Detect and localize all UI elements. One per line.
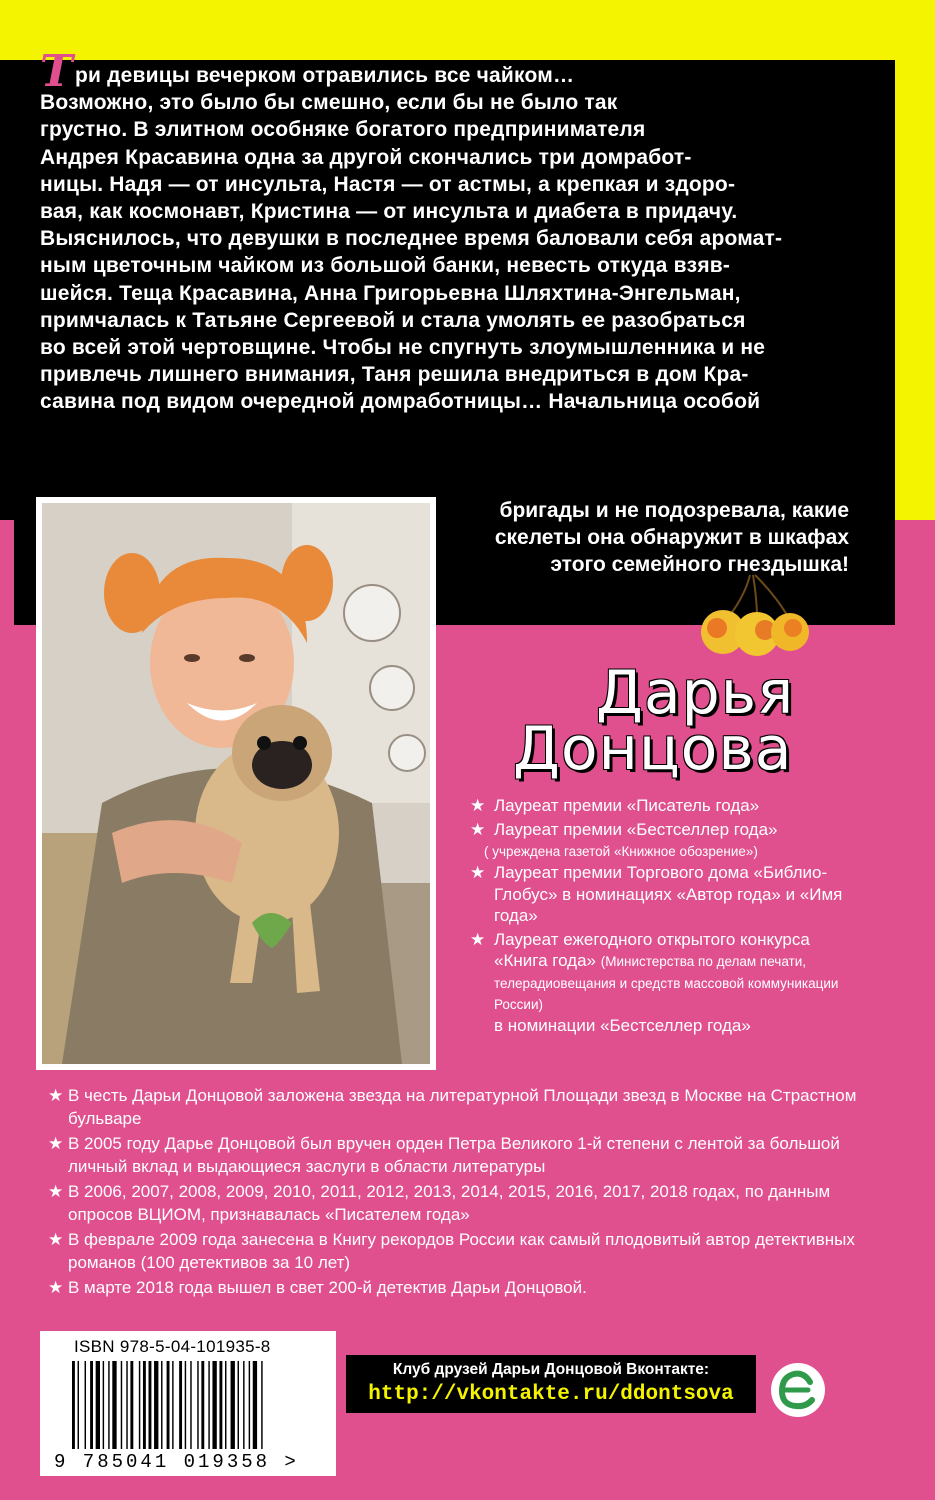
blurb-line: скелеты она обнаружит в шкафах [494,526,849,550]
fact-item: ★ В 2005 году Дарье Донцовой был вручен орден Петра Великого 1-й степени с лентой за большой личный вклад и выдающиеся заслуги в области литературы [48,1134,840,1176]
author-photo [36,497,436,1070]
barcode-bar [103,1361,104,1449]
blurb-line: этого семейного гнездышка! [550,553,849,577]
barcode-bar [108,1361,109,1449]
barcode-bar [90,1361,93,1449]
barcode-bar [208,1361,209,1449]
star-icon: ★ [48,1230,64,1249]
pink-strip [0,520,14,625]
blurb-line: савина под видом очередной домработницы… Начальница особой [40,390,761,414]
barcode-bar [172,1361,173,1449]
award-tail: в номинации «Бестселлер года» [494,1015,751,1035]
barcode-bar [161,1361,162,1449]
award-item: ★ Лауреат ежегодного открытого конкурса «Книга года» (Министерства по делам печати, телерадиовещания и средств массовой коммуникации России) в номинации «Бестселлер года» [470,929,850,1037]
barcode-bar [149,1361,152,1449]
publisher-logo-icon [768,1360,828,1420]
barcode-bar [219,1361,222,1449]
award-item: ★ Лауреат премии «Бестселлер года» [470,819,778,839]
author-name [513,658,795,784]
barcode-bar [243,1361,244,1449]
fact-item: ★ В марте 2018 года вышел в свет 200-й детектив Дарьи Донцовой. [48,1277,878,1300]
barcode-bar [190,1361,191,1449]
star-icon: ★ [470,929,486,949]
star-icon: ★ [48,1134,64,1153]
barcode-bar [197,1361,198,1449]
author-last-name: Донцова [513,714,793,784]
blurb-tail [489,497,849,579]
barcode-bar [201,1361,204,1449]
barcode-bar [143,1361,146,1449]
blurb-line: ницы. Надя — от инсульта, Настя — от астмы, а крепкая и здоро- [40,172,736,196]
barcode-bar [78,1361,79,1449]
star-icon: ★ [48,1086,64,1105]
barcode-icon [72,1361,322,1453]
star-icon: ★ [48,1182,64,1201]
author-photo-illustration [42,503,430,1064]
fact-item: ★ В честь Дарьи Донцовой заложена звезда на литературной Площади звезд в Москве на Страстном бульваре [48,1086,857,1128]
blurb-line: вая, как космонавт, Кристина — от инсульта и диабета в придачу. [40,200,738,224]
dropcap: Т [40,46,73,97]
blurb-line: Возможно, это было бы смешно, если бы не было так [40,91,618,115]
club-title: Клуб друзей Дарьи Донцовой Вконтакте: [392,1361,710,1378]
apples-decoration [695,570,810,660]
barcode-bar [96,1361,100,1449]
barcode-bar [72,1361,75,1449]
blurb-line: привлечь лишнего внимания, Таня решила внедриться в дом Кра- [40,363,749,387]
facts-list [48,1085,878,1303]
award-note: ( учреждена газетой «Книжное обозрение») [484,844,758,859]
blurb-line: примчалась к Татьяне Сергеевой и стала умолять ее разобраться [40,308,746,332]
blurb-text [40,46,862,416]
blurb-line: ри девицы вечерком отравились все чайком… [74,64,575,87]
star-icon: ★ [470,819,486,839]
blurb-line: бригады и не подозревала, какие [499,499,849,522]
barcode-bar [139,1361,140,1449]
barcode-bar [167,1361,170,1449]
star-icon: ★ [48,1278,64,1297]
author-first-name: Дарья [596,658,795,728]
fact-item: ★ В 2006, 2007, 2008, 2009, 2010, 2011, 2012, 2013, 2014, 2015, 2016, 2017, 2018 годах, по данным опросов ВЦИОМ, признавалась «Писателем года» [48,1182,831,1224]
isbn: ISBN 978-5-04-101935-8 [74,1337,271,1356]
blurb-line: Андрея Красавина одна за другой скончались три домработ- [40,145,692,169]
barcode-bar [112,1361,116,1449]
barcode-bar [231,1361,235,1449]
barcode-bar [249,1361,250,1449]
barcode-bar [238,1361,239,1449]
barcode-box [40,1331,336,1476]
club-url[interactable]: http://vkontakte.ru/ddontsova [368,1383,734,1406]
barcode-bar [154,1361,158,1449]
barcode-bar [261,1361,262,1449]
blurb-line: Выяснилось, что девушки в последнее время баловали себя аромат- [40,227,783,251]
barcode-bar [85,1361,86,1449]
barcode-bar [179,1361,182,1449]
blurb-line: во всей этой чертовщине. Чтобы не спугнуть злоумышленника и не [40,336,766,360]
award-item: ★ Лауреат премии «Писатель года» [470,796,760,815]
barcode-digits: 9 785041 019358 > [54,1451,299,1473]
barcode-bar [225,1361,226,1449]
star-icon: ★ [470,796,486,815]
star-icon: ★ [470,863,486,882]
barcode-bar [121,1361,122,1449]
blurb-line: грустно. В элитном особняке богатого предпринимателя [40,118,646,142]
barcode-bar [212,1361,216,1449]
club-banner [346,1355,756,1413]
barcode-bar [253,1361,257,1449]
blurb-line: шейся. Теща Красавина, Анна Григорьевна Шляхтина-Энгельман, [40,281,741,305]
awards-list [470,795,850,1038]
award-item: ★ Лауреат премии Торгового дома «Библио-Глобус» в номинациях «Автор года» и «Имя года» [470,863,843,925]
barcode-bar [126,1361,127,1449]
barcode-bar [185,1361,186,1449]
fact-item: ★ В феврале 2009 года занесена в Книгу рекордов России как самый плодовитый автор детективных романов (100 детективов за 10 лет) [48,1230,855,1272]
blurb-line: ным цветочным чайком из большой банки, невесть откуда взяв- [40,254,731,278]
award-note: (Министерства по делам печати, телерадиовещания и средств массовой коммуникации России) [494,954,839,1012]
barcode-bar [130,1361,133,1449]
